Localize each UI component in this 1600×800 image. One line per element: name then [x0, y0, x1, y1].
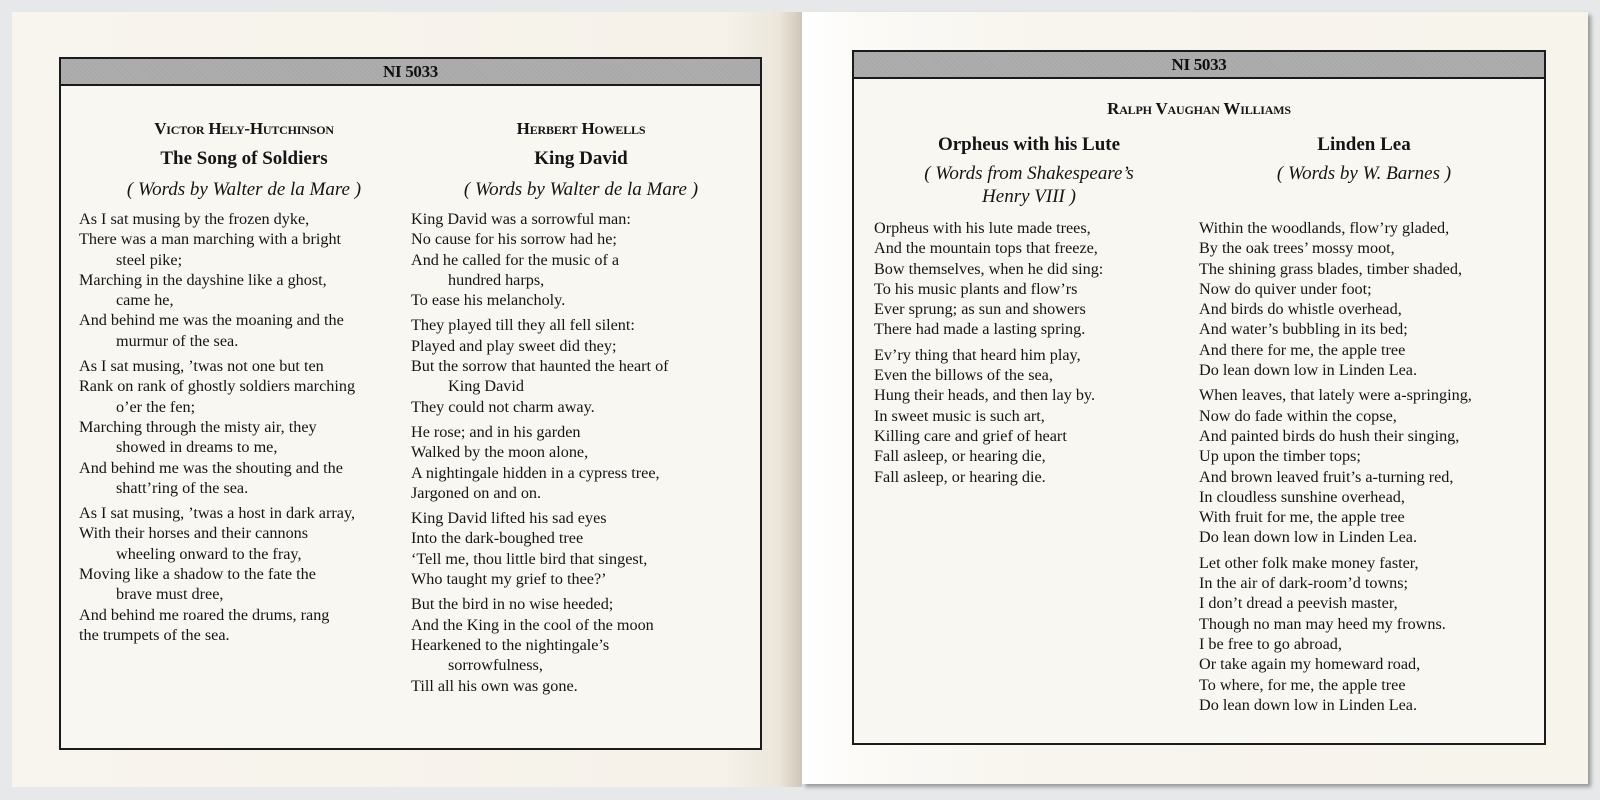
lyric-line: Orpheus with his lute made trees, — [874, 219, 1091, 237]
stanza — [411, 209, 751, 310]
lyric-line: And there for me, the apple tree — [1199, 340, 1406, 359]
lyric-line: Jargoned on and on. — [411, 483, 542, 502]
lyricist-credit: ( Words by W. Barnes ) — [1276, 163, 1452, 184]
lyrics — [1199, 218, 1529, 715]
lyric-line: To where, for me, the apple tree — [1199, 675, 1406, 694]
stanza — [79, 356, 409, 498]
lyric-line: They played till they all fell silent: — [411, 316, 635, 335]
catalog-number-header: NI 5033 — [61, 59, 760, 86]
lyric-line: Or take again my homeward road, — [1199, 655, 1421, 674]
lyric-line: With fruit for me, the apple tree — [1199, 508, 1405, 527]
stanza — [79, 209, 409, 351]
lyric-line: To ease his melancholy. — [411, 291, 566, 310]
lyric-line: By the oak trees’ mossy moot, — [1199, 239, 1395, 258]
lyric-line: And water’s bubbling in its bed; — [1199, 320, 1408, 339]
lyric-line: hundred harps, — [448, 270, 545, 289]
composer-name: Victor Hely-Hutchinson — [154, 119, 334, 138]
left-booklet-page — [12, 12, 802, 787]
catalog-number-header: NI 5033 — [854, 52, 1544, 79]
lyric-line: There was a man marching with a bright — [79, 230, 342, 249]
lyric-line: They could not charm away. — [411, 397, 595, 416]
lyric-line: wheeling onward to the fray, — [116, 544, 302, 563]
song-column-orpheus — [874, 130, 1184, 492]
stanza — [874, 218, 1184, 340]
lyrics — [79, 209, 409, 645]
lyric-line: Even the billows of the sea, — [874, 366, 1053, 385]
left-lyrics-frame — [59, 57, 762, 750]
lyric-line: As I sat musing, ’twas not one but ten — [79, 357, 324, 376]
lyric-line: o’er the fen; — [116, 397, 196, 416]
lyric-line: Let other folk make money faster, — [1199, 553, 1419, 572]
song-column-soldiers — [79, 114, 409, 650]
lyric-line: But the bird in no wise heeded; — [411, 595, 614, 614]
stanza — [411, 508, 751, 589]
lyric-line: King David — [448, 377, 524, 396]
song-title: Linden Lea — [1317, 134, 1411, 155]
stanza — [1199, 218, 1529, 380]
song-title: King David — [534, 148, 628, 169]
lyric-line: In the air of dark-room’d towns; — [1199, 574, 1409, 593]
composer-name: Herbert Howells — [516, 119, 646, 138]
lyric-line: I don’t dread a peevish master, — [1199, 594, 1398, 613]
song-title: Orpheus with his Lute — [937, 134, 1121, 155]
lyric-line: And the mountain tops that freeze, — [874, 239, 1098, 258]
lyric-line: Hearkened to the nightingale’s — [411, 635, 610, 654]
lyric-line: There had made a lasting spring. — [874, 320, 1086, 339]
lyric-line: Do lean down low in Linden Lea. — [1199, 361, 1418, 380]
lyric-line: steel pike; — [116, 250, 183, 269]
lyric-line: Do lean down low in Linden Lea. — [1199, 528, 1418, 547]
lyric-line: He rose; and in his garden — [411, 422, 581, 441]
lyric-line: murmur of the sea. — [116, 331, 239, 350]
lyric-line: A nightingale hidden in a cypress tree, — [411, 463, 660, 482]
lyric-line: I be free to go abroad, — [1199, 634, 1342, 653]
lyric-line: Rank on rank of ghostly soldiers marching — [79, 377, 356, 396]
lyric-line: brave must dree, — [116, 585, 224, 604]
composer-header — [854, 94, 1544, 124]
stanza — [79, 503, 409, 645]
lyric-line: Now do quiver under foot; — [1199, 279, 1372, 298]
lyric-line: Now do fade within the copse, — [1199, 406, 1397, 425]
lyric-line: And behind me was the shouting and the — [79, 458, 343, 477]
lyricist-credit — [874, 162, 1184, 208]
lyric-line: And brown leaved fruit’s a-turning red, — [1199, 467, 1454, 486]
lyric-line: Fall asleep, or hearing die, — [874, 447, 1046, 466]
lyricist-credit-line: ( Words from Shakespeare’s — [924, 163, 1134, 184]
lyric-line: And behind me roared the drums, rang — [79, 605, 330, 624]
lyric-line: Marching through the misty air, they — [79, 417, 317, 436]
song-column-king-david — [411, 114, 751, 701]
lyricist-credit: ( Words by Walter de la Mare ) — [463, 179, 699, 200]
lyric-line: But the sorrow that haunted the heart of — [411, 357, 669, 376]
right-lyrics-frame — [852, 50, 1546, 745]
lyric-line: ‘Tell me, thou little bird that singest, — [411, 549, 648, 568]
lyrics — [411, 209, 751, 696]
lyricist-credit-line: Henry VIII ) — [982, 186, 1076, 207]
lyric-line: Into the dark-boughed tree — [411, 529, 584, 548]
right-booklet-page — [802, 12, 1588, 784]
lyric-line: came he, — [116, 291, 174, 310]
lyric-line: Hung their heads, and then lay by. — [874, 386, 1096, 405]
lyric-line: King David was a sorrowful man: — [411, 210, 631, 228]
lyric-line: Played and play sweet did they; — [411, 336, 617, 355]
lyric-line: Killing care and grief of heart — [874, 426, 1067, 445]
lyric-line: As I sat musing by the frozen dyke, — [79, 210, 310, 228]
lyric-line: Ever sprung; as sun and showers — [874, 300, 1086, 319]
stanza — [1199, 553, 1529, 715]
lyric-line: Till all his own was gone. — [411, 676, 578, 695]
lyric-line: Though no man may heed my frowns. — [1199, 614, 1446, 633]
lyric-line: And birds do whistle overhead, — [1199, 300, 1402, 319]
lyric-line: King David lifted his sad eyes — [411, 509, 607, 528]
lyric-line: To his music plants and flow’rs — [874, 279, 1078, 298]
stanza — [411, 422, 751, 503]
lyric-line: Up upon the timber tops; — [1199, 447, 1361, 466]
lyric-line: Who taught my grief to thee?’ — [411, 570, 607, 589]
lyric-line: And the King in the cool of the moon — [411, 615, 654, 634]
lyric-line: Do lean down low in Linden Lea. — [1199, 695, 1418, 714]
lyric-line: showed in dreams to me, — [116, 438, 278, 457]
lyric-line: the trumpets of the sea. — [79, 625, 230, 644]
lyric-line: Bow themselves, when he did sing: — [874, 259, 1104, 278]
stanza — [1199, 385, 1529, 547]
lyric-line: And he called for the music of a — [411, 250, 620, 269]
lyric-line: Within the woodlands, flow’ry gladed, — [1199, 219, 1450, 237]
lyric-line: Marching in the dayshine like a ghost, — [79, 270, 327, 289]
lyrics — [874, 218, 1184, 487]
lyric-line: In cloudless sunshine overhead, — [1199, 487, 1405, 506]
lyric-line: Ev’ry thing that heard him play, — [874, 345, 1081, 364]
lyric-line: As I sat musing, ’twas a host in dark array, — [79, 504, 356, 523]
lyric-line: With their horses and their cannons — [79, 524, 309, 543]
lyric-line: Walked by the moon alone, — [411, 443, 589, 462]
lyric-line: And painted birds do hush their singing, — [1199, 426, 1460, 445]
lyric-line: Fall asleep, or hearing die. — [874, 467, 1046, 486]
stanza — [874, 345, 1184, 487]
lyric-line: shatt’ring of the sea. — [116, 478, 249, 497]
lyricist-credit: ( Words by Walter de la Mare ) — [126, 179, 362, 200]
lyric-line: In sweet music is such art, — [874, 406, 1045, 425]
lyric-line: Moving like a shadow to the fate the — [79, 565, 316, 584]
stanza — [411, 315, 751, 416]
song-column-linden-lea — [1199, 130, 1529, 720]
lyric-line: When leaves, that lately were a-springing, — [1199, 386, 1472, 405]
lyric-line: The shining grass blades, timber shaded, — [1199, 259, 1462, 278]
lyric-line: sorrowfulness, — [448, 656, 543, 675]
song-title: The Song of Soldiers — [160, 148, 328, 169]
lyric-line: No cause for his sorrow had he; — [411, 230, 617, 249]
lyric-line: And behind me was the moaning and the — [79, 311, 344, 330]
composer-name: Ralph Vaughan Williams — [1107, 99, 1291, 118]
stanza — [411, 594, 751, 695]
